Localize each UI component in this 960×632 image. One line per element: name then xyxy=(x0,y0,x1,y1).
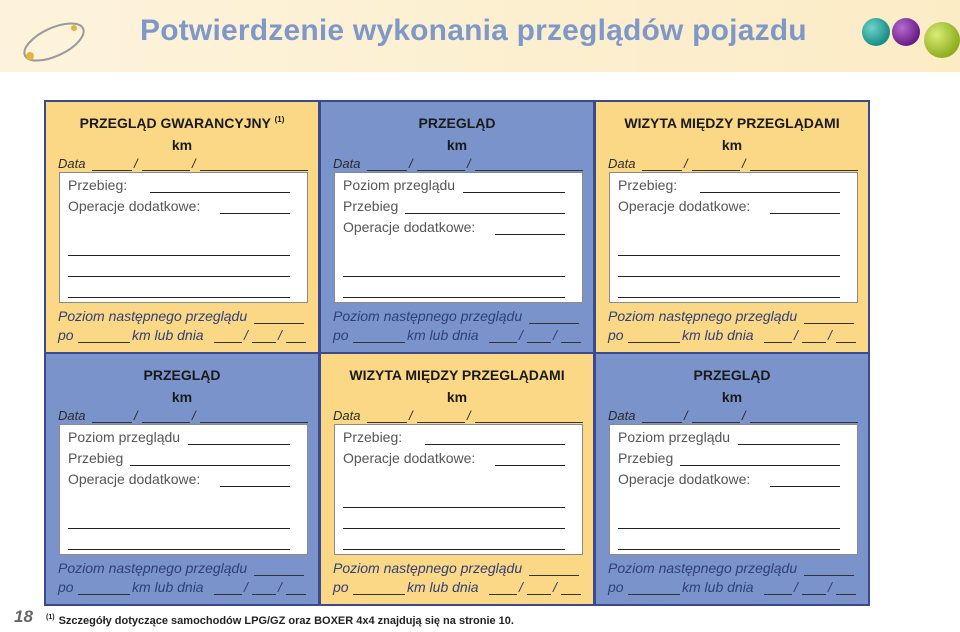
next-month-line[interactable] xyxy=(252,342,276,343)
date-slash: / xyxy=(553,579,557,595)
next-km-line[interactable] xyxy=(353,594,405,595)
teal-dot-icon xyxy=(862,18,890,46)
blank-input-line[interactable] xyxy=(343,507,565,508)
page-title: Potwierdzenie wykonania przeglądów pojazdu xyxy=(140,14,807,47)
date-label: Data xyxy=(58,408,86,423)
po-label: po xyxy=(608,579,624,595)
next-km-line[interactable] xyxy=(353,342,405,343)
field-input-line[interactable] xyxy=(130,465,290,466)
field-label: Przebieg xyxy=(68,450,124,466)
km-or-date-label: km lub dnia xyxy=(407,579,479,595)
card-title-text: PRZEGLĄD GWARANCYJNY xyxy=(79,115,271,131)
next-service xyxy=(333,308,583,348)
km-label: km xyxy=(721,137,743,153)
date-year-line[interactable] xyxy=(475,170,583,171)
date-day-line[interactable] xyxy=(92,422,132,423)
field-label: Przebieg: xyxy=(68,177,128,193)
field-input-line[interactable] xyxy=(495,465,565,466)
date-slash: / xyxy=(742,408,746,423)
date-row xyxy=(58,156,308,172)
date-day-line[interactable] xyxy=(642,170,682,171)
field-label: Operacje dodatkowe: xyxy=(68,198,201,214)
field-label: Operacje dodatkowe: xyxy=(343,450,476,466)
field-label: Operacje dodatkowe: xyxy=(618,471,751,487)
field-input-line[interactable] xyxy=(738,444,840,445)
next-month-line[interactable] xyxy=(252,594,276,595)
card-title-text: WIZYTA MIĘDZY PRZEGLĄDAMI xyxy=(624,115,840,131)
date-day-line[interactable] xyxy=(642,422,682,423)
date-slash: / xyxy=(134,156,138,171)
field-label: Poziom przeglądu xyxy=(618,429,731,445)
service-card xyxy=(596,102,868,352)
km-label: km xyxy=(446,389,468,405)
card-title-text: WIZYTA MIĘDZY PRZEGLĄDAMI xyxy=(349,367,565,383)
next-month-line[interactable] xyxy=(527,342,551,343)
blank-input-line[interactable] xyxy=(343,528,565,529)
po-label: po xyxy=(608,327,624,343)
next-day-line[interactable] xyxy=(489,594,517,595)
date-slash: / xyxy=(794,327,798,343)
next-service xyxy=(58,308,308,348)
page-number: 18 xyxy=(14,607,33,626)
field-input-line[interactable] xyxy=(425,444,565,445)
date-slash: / xyxy=(828,327,832,343)
date-month-line[interactable] xyxy=(417,170,465,171)
next-year-line[interactable] xyxy=(836,342,856,343)
blank-input-line[interactable] xyxy=(618,549,840,550)
km-label: km xyxy=(171,389,193,405)
date-slash: / xyxy=(192,156,196,171)
card-title-text: PRZEGLĄD xyxy=(693,367,771,383)
next-day-line[interactable] xyxy=(214,594,242,595)
date-slash: / xyxy=(742,156,746,171)
footnote-text: Szczegóły dotyczące samochodów LPG/GZ oraz BOXER 4x4 znajdują się na stronie 10. xyxy=(58,615,514,627)
card-title xyxy=(321,115,593,131)
next-service-line[interactable] xyxy=(529,323,579,324)
date-slash: / xyxy=(553,327,557,343)
blank-input-line[interactable] xyxy=(618,255,840,256)
next-month-line[interactable] xyxy=(802,342,826,343)
date-slash: / xyxy=(409,408,413,423)
card-title xyxy=(46,115,318,131)
date-row xyxy=(58,408,308,424)
date-month-line[interactable] xyxy=(692,170,740,171)
km-or-date-label: km lub dnia xyxy=(132,579,204,595)
purple-dot-icon xyxy=(892,18,920,46)
next-year-line[interactable] xyxy=(836,594,856,595)
card-title xyxy=(46,367,318,383)
next-service-line[interactable] xyxy=(804,575,854,576)
service-details-box xyxy=(334,172,583,303)
field-input-line[interactable] xyxy=(150,192,290,193)
next-year-line[interactable] xyxy=(286,342,306,343)
date-slash: / xyxy=(278,579,282,595)
next-service-line[interactable] xyxy=(529,575,579,576)
next-service-label: Poziom następnego przeglądu xyxy=(333,560,523,576)
km-label: km xyxy=(721,389,743,405)
km-or-date-label: km lub dnia xyxy=(682,579,754,595)
next-year-line[interactable] xyxy=(286,594,306,595)
card-title xyxy=(596,115,868,131)
date-slash: / xyxy=(684,156,688,171)
blank-input-line[interactable] xyxy=(343,549,565,550)
service-card xyxy=(321,102,593,352)
footnote-mark: (1) xyxy=(46,614,55,621)
blank-input-line[interactable] xyxy=(68,255,290,256)
field-label: Operacje dodatkowe: xyxy=(343,219,476,235)
service-details-box xyxy=(334,424,583,555)
date-day-line[interactable] xyxy=(92,170,132,171)
po-label: po xyxy=(333,579,349,595)
date-row xyxy=(608,408,858,424)
field-label: Przebieg: xyxy=(618,177,678,193)
date-label: Data xyxy=(333,156,361,171)
next-service-line[interactable] xyxy=(254,323,304,324)
next-service xyxy=(608,560,858,600)
next-service xyxy=(333,560,583,600)
date-slash: / xyxy=(134,408,138,423)
blank-input-line[interactable] xyxy=(68,297,290,298)
date-month-line[interactable] xyxy=(692,422,740,423)
next-service-label: Poziom następnego przeglądu xyxy=(333,308,523,324)
km-or-date-label: km lub dnia xyxy=(682,327,754,343)
field-input-line[interactable] xyxy=(700,192,840,193)
date-year-line[interactable] xyxy=(200,422,308,423)
blank-input-line[interactable] xyxy=(68,528,290,529)
next-service-label: Poziom następnego przeglądu xyxy=(58,560,248,576)
date-slash: / xyxy=(519,327,523,343)
date-slash: / xyxy=(278,327,282,343)
card-title xyxy=(321,367,593,383)
card-title-text: PRZEGLĄD xyxy=(418,115,496,131)
date-month-line[interactable] xyxy=(142,170,190,171)
next-km-line[interactable] xyxy=(628,594,680,595)
next-service-label: Poziom następnego przeglądu xyxy=(608,308,798,324)
date-label: Data xyxy=(608,408,636,423)
date-month-line[interactable] xyxy=(417,422,465,423)
date-year-line[interactable] xyxy=(750,422,858,423)
date-slash: / xyxy=(467,156,471,171)
date-slash: / xyxy=(519,579,523,595)
footnote xyxy=(46,614,514,627)
next-year-line[interactable] xyxy=(561,342,581,343)
blank-input-line[interactable] xyxy=(618,297,840,298)
po-label: po xyxy=(58,579,74,595)
next-km-line[interactable] xyxy=(628,342,680,343)
card-title-text: PRZEGLĄD xyxy=(143,367,221,383)
date-slash: / xyxy=(192,408,196,423)
field-input-line[interactable] xyxy=(188,444,290,445)
field-label: Przebieg: xyxy=(343,429,403,445)
date-slash: / xyxy=(684,408,688,423)
date-month-line[interactable] xyxy=(142,422,190,423)
field-input-line[interactable] xyxy=(770,486,840,487)
next-service-line[interactable] xyxy=(804,323,854,324)
next-km-line[interactable] xyxy=(78,594,130,595)
service-card xyxy=(321,354,593,604)
orbit-logo-icon xyxy=(16,14,96,70)
date-slash: / xyxy=(409,156,413,171)
km-label: km xyxy=(171,137,193,153)
field-label: Przebieg xyxy=(343,198,399,214)
blank-input-line[interactable] xyxy=(343,297,565,298)
date-year-line[interactable] xyxy=(475,422,583,423)
field-label: Operacje dodatkowe: xyxy=(618,198,751,214)
date-label: Data xyxy=(58,156,86,171)
footnote-ref: (1) xyxy=(274,115,285,124)
field-input-line[interactable] xyxy=(220,213,290,214)
service-card xyxy=(46,102,318,352)
date-row xyxy=(333,408,583,424)
next-day-line[interactable] xyxy=(764,594,792,595)
date-label: Data xyxy=(333,408,361,423)
field-label: Poziom przeglądu xyxy=(68,429,181,445)
date-year-line[interactable] xyxy=(750,170,858,171)
date-day-line[interactable] xyxy=(367,170,407,171)
field-label: Przebieg xyxy=(618,450,674,466)
next-day-line[interactable] xyxy=(489,342,517,343)
date-slash: / xyxy=(244,327,248,343)
next-day-line[interactable] xyxy=(764,342,792,343)
blank-input-line[interactable] xyxy=(618,528,840,529)
date-slash: / xyxy=(828,579,832,595)
next-day-line[interactable] xyxy=(214,342,242,343)
field-input-line[interactable] xyxy=(495,234,565,235)
po-label: po xyxy=(58,327,74,343)
field-input-line[interactable] xyxy=(220,486,290,487)
next-service-label: Poziom następnego przeglądu xyxy=(608,560,798,576)
date-slash: / xyxy=(467,408,471,423)
blank-input-line[interactable] xyxy=(68,276,290,277)
page-header xyxy=(0,0,960,72)
next-service xyxy=(608,308,858,348)
blank-input-line[interactable] xyxy=(343,276,565,277)
blank-input-line[interactable] xyxy=(68,549,290,550)
po-label: po xyxy=(333,327,349,343)
next-month-line[interactable] xyxy=(802,594,826,595)
service-details-box xyxy=(609,424,858,555)
service-details-box xyxy=(609,172,858,303)
date-slash: / xyxy=(244,579,248,595)
next-service xyxy=(58,560,308,600)
lime-dot-icon xyxy=(924,22,960,58)
card-title xyxy=(596,367,868,383)
field-label: Poziom przeglądu xyxy=(343,177,456,193)
field-input-line[interactable] xyxy=(680,465,840,466)
blank-input-line[interactable] xyxy=(618,276,840,277)
next-service-line[interactable] xyxy=(254,575,304,576)
date-label: Data xyxy=(608,156,636,171)
date-year-line[interactable] xyxy=(200,170,308,171)
km-label: km xyxy=(446,137,468,153)
service-details-box xyxy=(59,172,308,303)
field-input-line[interactable] xyxy=(770,213,840,214)
next-year-line[interactable] xyxy=(561,594,581,595)
service-card xyxy=(46,354,318,604)
service-card xyxy=(596,354,868,604)
service-details-box xyxy=(59,424,308,555)
next-km-line[interactable] xyxy=(78,342,130,343)
km-or-date-label: km lub dnia xyxy=(407,327,479,343)
field-label: Operacje dodatkowe: xyxy=(68,471,201,487)
field-input-line[interactable] xyxy=(405,213,565,214)
km-or-date-label: km lub dnia xyxy=(132,327,204,343)
next-service-label: Poziom następnego przeglądu xyxy=(58,308,248,324)
date-slash: / xyxy=(794,579,798,595)
date-day-line[interactable] xyxy=(367,422,407,423)
date-row xyxy=(608,156,858,172)
field-input-line[interactable] xyxy=(463,192,565,193)
date-row xyxy=(333,156,583,172)
service-grid xyxy=(44,100,870,606)
next-month-line[interactable] xyxy=(527,594,551,595)
